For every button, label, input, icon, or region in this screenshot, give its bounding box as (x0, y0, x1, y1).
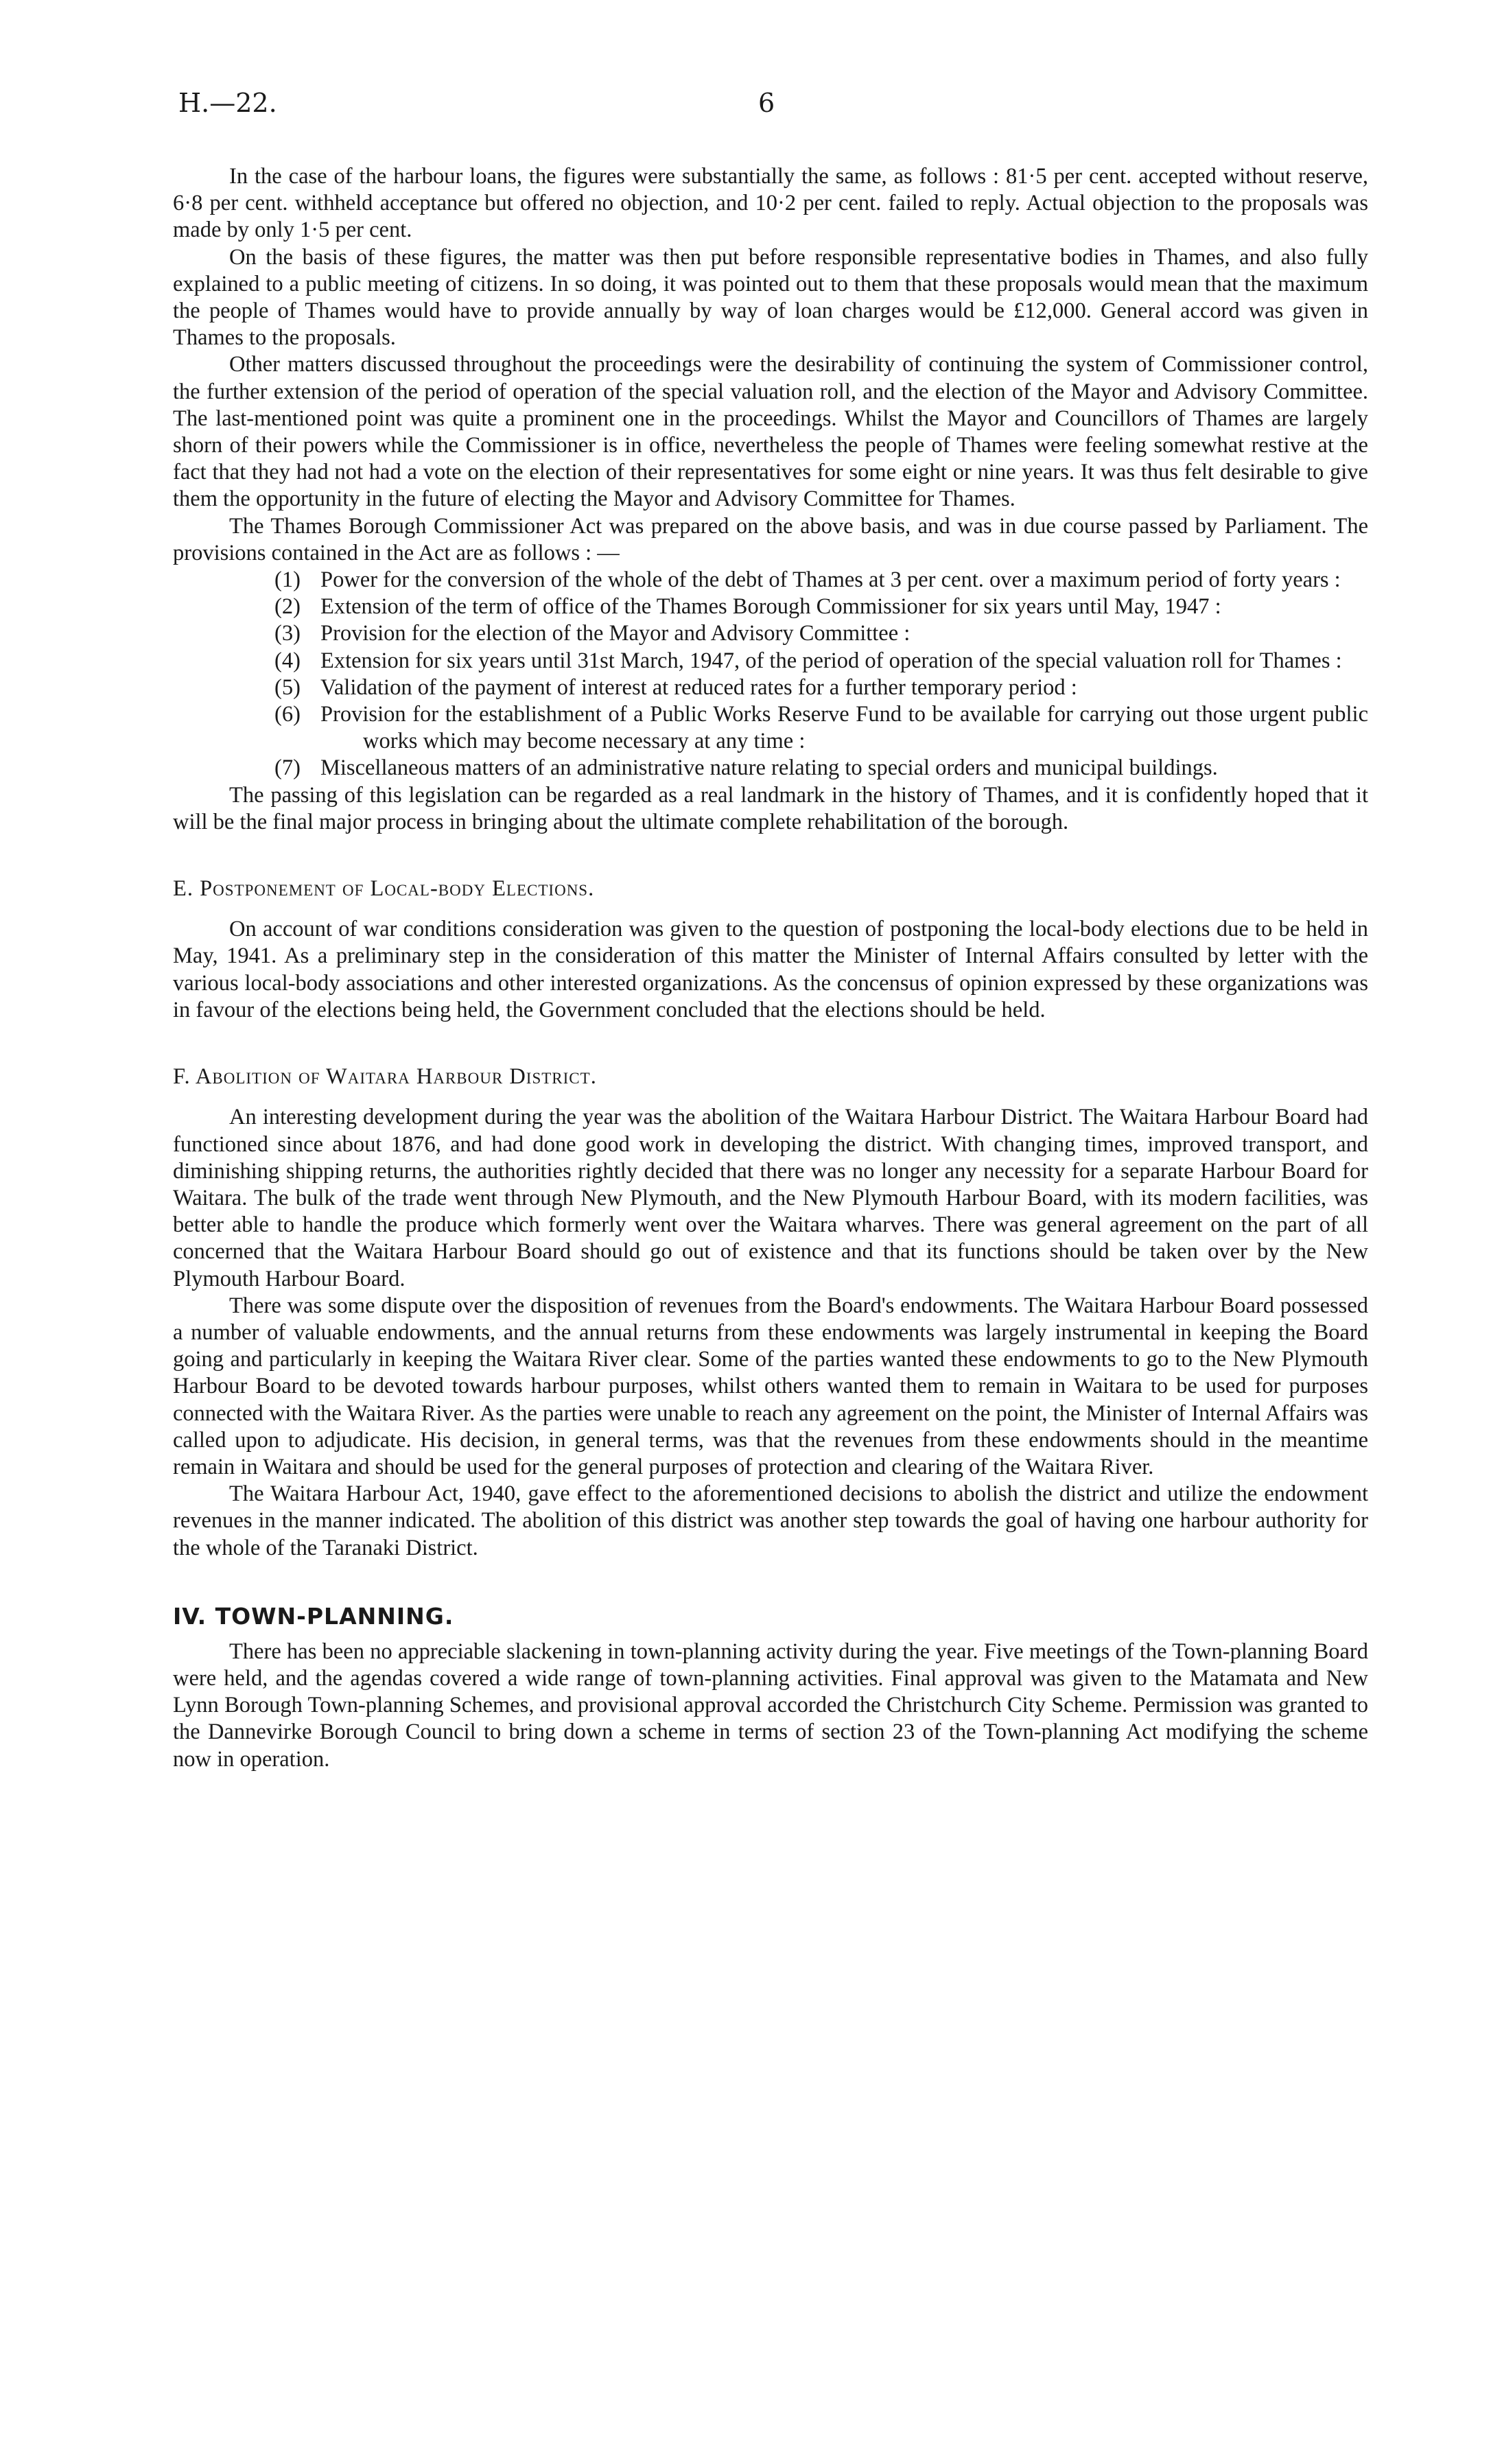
list-item-number: (5) (274, 674, 301, 700)
paragraph: On the basis of these figures, the matter was then put before responsible representative bodies in Thames, and also fully explained to a public meeting of citizens. In so doing, it was pointed out to them that these proposals would mean that the maximum the people of Thames would have to provide annually by way of loan charges would be £12,000. General accord was given in Thames to the proposals. (173, 244, 1368, 351)
list-item-text: Validation of the payment of interest at reduced rates for a further temporary period : (320, 674, 1077, 700)
list-item-text: Extension for six years until 31st March, 1947, of the period of operation of the special valuation roll for Thames : (320, 648, 1342, 673)
document-body (173, 163, 1368, 1773)
paragraph: An interesting development during the year was the abolition of the Waitara Harbour District. The Waitara Harbour Board had functioned since about 1876, and had done good work in developing the district. With changing times, improved transport, and diminishing shipping returns, the authorities rightly decided that there was no longer any necessity for a separate Harbour Board for Waitara. The bulk of the trade went through New Plymouth, and the New Plymouth Harbour Board, with its modern facilities, was better able to handle the produce which formerly went over the Waitara wharves. There was general agreement on the part of all concerned that the Waitara Harbour Board should go out of existence and that its functions should be taken over by the New Plymouth Harbour Board. (173, 1105, 1368, 1291)
list-item (173, 755, 1368, 782)
document-reference: H.—22. (178, 88, 277, 118)
list-item-number: (1) (274, 567, 301, 593)
section-heading-f: F. Abolition of Waitara Harbour District. (173, 1064, 597, 1090)
paragraph: On account of war conditions consideration was given to the question of postponing the local-body elections due to be held in May, 1941. As a preliminary step in the consideration of this matter the Minister of Internal Affairs consulted by letter with the various local-body associations and other interested organizations. As the concensus of opinion expressed by these organizations was in favour of the elections being held, the Government concluded that the elections should be held. (173, 917, 1368, 1022)
list-item-number: (2) (274, 594, 301, 620)
paragraph: The Thames Borough Commissioner Act was prepared on the above basis, and was in due course passed by Parliament. The provisions contained in the Act are as follows : — (173, 513, 1368, 565)
paragraph: In the case of the harbour loans, the figures were substantially the same, as follows : 81·5 per cent. accepted without reserve, 6·8 per cent. withheld acceptance but offered no objection, and 10·2 per cent. failed to reply. Actual objection to the proposals was made by only 1·5 per cent. (173, 164, 1368, 243)
list-item (173, 567, 1368, 594)
paragraph: There was some dispute over the disposition of revenues from the Board's endowments. The Waitara Harbour Board possessed a number of valuable endowments, and the annual returns from these endowments was largely instrumental in keeping the Board going and particularly in keeping the Waitara River clear. Some of the parties wanted these endowments to go to the New Plymouth Harbour Board to be devoted towards harbour purposes, whilst others wanted them to remain in Waitara to be used for purposes connected with the Waitara River. As the parties were unable to reach any agreement on the point, the Minister of Internal Affairs was called upon to adjudicate. His decision, in general terms, was that the revenues from these endowments should in the meantime remain in Waitara and should be used for the general purposes of protection and clearing of the Waitara River. (173, 1293, 1368, 1479)
list-item (173, 648, 1368, 674)
list-item-text: Power for the conversion of the whole of the debt of Thames at 3 per cent. over a maximum period of forty years : (320, 567, 1341, 593)
list-item-number: (6) (274, 702, 301, 727)
list-item-text: Provision for the election of the Mayor and Advisory Committee : (320, 621, 911, 646)
list-item-number: (3) (274, 621, 301, 646)
list-item (173, 594, 1368, 620)
paragraph: The Waitara Harbour Act, 1940, gave effect to the aforementioned decisions to abolish the district and utilize the endowment revenues in the manner indicated. The abolition of this district was another step towards the goal of having one harbour authority for the whole of the Taranaki District. (173, 1481, 1368, 1560)
list-item-number: (7) (274, 755, 301, 781)
list-item (173, 620, 1368, 647)
list-item-text: Miscellaneous matters of an administrative nature relating to special orders and municipal buildings. (320, 755, 1218, 781)
list-item-number: (4) (274, 648, 301, 673)
list-item (173, 701, 1368, 755)
section-heading-e: E. Postponement of Local-body Elections. (173, 876, 595, 902)
list-item (173, 674, 1368, 701)
provisions-list (173, 567, 1368, 782)
page-header (178, 88, 1372, 129)
list-item-text: Provision for the establishment of a Public Works Reserve Fund to be available for carrying out those urgent public works which may become necessary at any time : (320, 702, 1368, 754)
list-item-text: Extension of the term of office of the Thames Borough Commissioner for six years until May, 1947 : (320, 594, 1221, 620)
page-number: 6 (758, 88, 775, 118)
paragraph: The passing of this legislation can be regarded as a real landmark in the history of Thames, and it is confidently hoped that it will be the final major process in bringing about the ultimate complete rehabilitation of the borough. (173, 782, 1368, 834)
paragraph: There has been no appreciable slackening in town-planning activity during the year. Five meetings of the Town-planning Board were held, and the agendas covered a wide range of town-planning activities. Final approval was given to the Matamata and New Lynn Borough Town-planning Schemes, and provisional approval accorded the Christchurch City Scheme. Permission was granted to the Dannevirke Borough Council to bring down a scheme in terms of section 23 of the Town-planning Act modifying the scheme now in operation. (173, 1639, 1368, 1772)
section-heading-town-planning: IV. TOWN-PLANNING. (173, 1602, 454, 1630)
paragraph: Other matters discussed throughout the proceedings were the desirability of continuing the system of Commissioner control, the further extension of the period of operation of the special valuation roll, and the election of the Mayor and Advisory Committee. The last-mentioned point was quite a prominent one in the proceedings. Whilst the Mayor and Councillors of Thames are largely shorn of their powers while the Commissioner is in office, nevertheless the people of Thames were feeling somewhat restive at the fact that they had not had a vote on the election of their representatives for some eight or nine years. It was thus felt desirable to give them the opportunity in the future of electing the Mayor and Advisory Committee for Thames. (173, 352, 1368, 512)
